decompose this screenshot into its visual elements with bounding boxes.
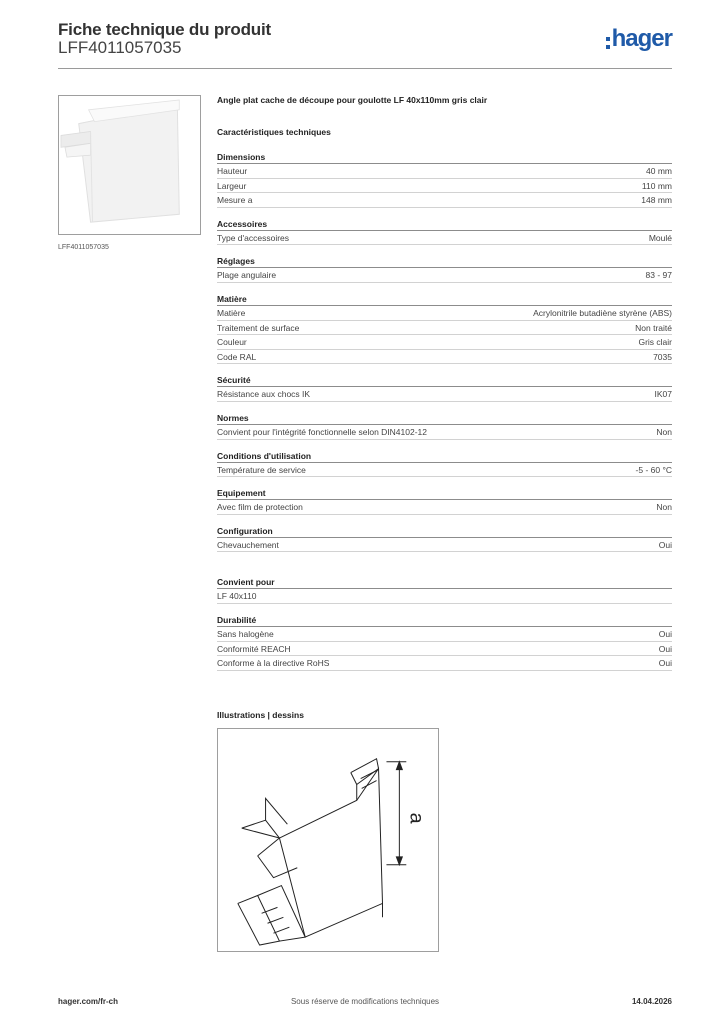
footer-disclaimer: Sous réserve de modifications techniques bbox=[290, 997, 440, 1006]
spec-group-title: Convient pour bbox=[217, 575, 672, 589]
spec-value: 148 mm bbox=[641, 195, 672, 206]
spec-value: 110 mm bbox=[641, 180, 672, 191]
spec-row bbox=[217, 268, 672, 283]
spec-value: Oui bbox=[658, 539, 672, 550]
spec-row bbox=[217, 589, 672, 604]
spec-label: Conforme à la directive RoHS bbox=[217, 658, 330, 669]
spec-row bbox=[217, 350, 672, 365]
spec-row bbox=[217, 231, 672, 246]
spec-row bbox=[217, 463, 672, 478]
logo-wordmark: hager bbox=[611, 25, 672, 52]
spec-value: 83 - 97 bbox=[645, 270, 672, 281]
spec-row bbox=[217, 164, 672, 179]
spec-group bbox=[217, 486, 672, 515]
spec-label: Couleur bbox=[217, 337, 247, 348]
illustrations-heading: Illustrations | dessins bbox=[217, 710, 304, 720]
spec-label: Mesure a bbox=[217, 195, 253, 206]
product-photo-illustration bbox=[59, 96, 200, 234]
spec-value: Acrylonitrile butadiène styrène (ABS) bbox=[533, 307, 672, 318]
page-header bbox=[58, 20, 672, 68]
footer-website: hager.com/fr-ch bbox=[58, 997, 119, 1006]
spec-group-title: Conditions d'utilisation bbox=[217, 449, 672, 463]
spec-group bbox=[217, 150, 672, 208]
spec-label: LF 40x110 bbox=[217, 591, 257, 602]
document-title: Fiche technique du produit bbox=[58, 20, 271, 39]
spec-label: Traitement de surface bbox=[217, 322, 300, 333]
spec-label: Avec film de protection bbox=[217, 502, 303, 513]
spec-label: Température de service bbox=[217, 464, 306, 475]
spec-label: Largeur bbox=[217, 180, 247, 191]
spec-group bbox=[217, 524, 672, 553]
spec-label: Conformité REACH bbox=[217, 643, 291, 654]
spec-group-title: Configuration bbox=[217, 524, 672, 538]
footer-date: 14.04.2026 bbox=[631, 997, 672, 1006]
product-reference: LFF4011057035 bbox=[58, 38, 182, 57]
spec-groups-secondary bbox=[217, 575, 672, 670]
spec-label: Hauteur bbox=[217, 166, 248, 176]
spec-value: IK07 bbox=[654, 389, 672, 400]
spec-group bbox=[217, 449, 672, 478]
spec-group-title: Durabilité bbox=[217, 613, 672, 627]
spacer bbox=[217, 561, 672, 575]
page-footer bbox=[58, 997, 672, 1011]
spec-value: Oui bbox=[658, 643, 672, 654]
spec-group bbox=[217, 292, 672, 364]
spec-label: Sans halogène bbox=[217, 628, 274, 639]
spec-group-title: Normes bbox=[217, 411, 672, 425]
spec-group bbox=[217, 217, 672, 246]
spec-row bbox=[217, 179, 672, 194]
spec-row bbox=[217, 425, 672, 440]
spec-group bbox=[217, 411, 672, 440]
technical-drawing bbox=[217, 728, 439, 952]
spec-value: Non traité bbox=[635, 322, 672, 333]
spec-value: Oui bbox=[658, 628, 672, 639]
spec-group bbox=[217, 373, 672, 402]
spec-value: Non bbox=[656, 502, 672, 513]
spec-row bbox=[217, 642, 672, 657]
hager-logo bbox=[606, 27, 672, 55]
spec-group bbox=[217, 575, 672, 604]
spec-row bbox=[217, 306, 672, 321]
spec-group bbox=[217, 613, 672, 671]
spec-value: -5 - 60 °C bbox=[635, 464, 672, 475]
spec-value: Oui bbox=[658, 658, 672, 669]
angle-drawing-illustration bbox=[218, 729, 438, 951]
spec-value: Gris clair bbox=[638, 337, 672, 348]
spec-label: Résistance aux chocs IK bbox=[217, 389, 311, 400]
spec-label: Chevauchement bbox=[217, 539, 279, 550]
spec-value: 7035 bbox=[653, 351, 672, 362]
spec-row bbox=[217, 387, 672, 402]
product-title: Angle plat cache de découpe pour goulotte LF 40x110mm gris clair bbox=[217, 95, 488, 105]
spec-group-title: Matière bbox=[217, 292, 672, 306]
spec-group-title: Sécurité bbox=[217, 373, 672, 387]
spec-label: Convient pour l'intégrité fonctionnelle selon DIN4102-12 bbox=[217, 426, 428, 437]
spec-row bbox=[217, 627, 672, 642]
spec-group-title: Accessoires bbox=[217, 217, 672, 231]
spec-row bbox=[217, 538, 672, 553]
spec-value: Moulé bbox=[648, 232, 672, 243]
spec-row bbox=[217, 656, 672, 671]
specifications bbox=[217, 94, 672, 680]
spec-row bbox=[217, 500, 672, 515]
spec-label: Matière bbox=[217, 307, 246, 318]
spec-label: Code RAL bbox=[217, 351, 257, 362]
spec-label: Plage angulaire bbox=[217, 270, 277, 281]
thumbnail-caption: LFF4011057035 bbox=[58, 244, 109, 251]
spec-row bbox=[217, 321, 672, 336]
product-thumbnail bbox=[58, 95, 201, 235]
spec-value: 40 mm bbox=[646, 166, 672, 176]
technical-characteristics-heading: Caractéristiques techniques bbox=[217, 127, 331, 137]
spec-label: Type d'accessoires bbox=[217, 232, 290, 243]
spec-row bbox=[217, 335, 672, 350]
dimension-a-label: a bbox=[405, 812, 428, 824]
logo-colon-icon bbox=[606, 37, 610, 49]
header-divider bbox=[58, 68, 672, 69]
spec-groups bbox=[217, 150, 672, 552]
spec-group-title: Dimensions bbox=[217, 150, 672, 164]
spec-group bbox=[217, 254, 672, 283]
spec-row bbox=[217, 193, 672, 208]
spec-group-title: Equipement bbox=[217, 486, 672, 500]
spec-group-title: Réglages bbox=[217, 254, 672, 268]
spec-value: Non bbox=[656, 426, 672, 437]
